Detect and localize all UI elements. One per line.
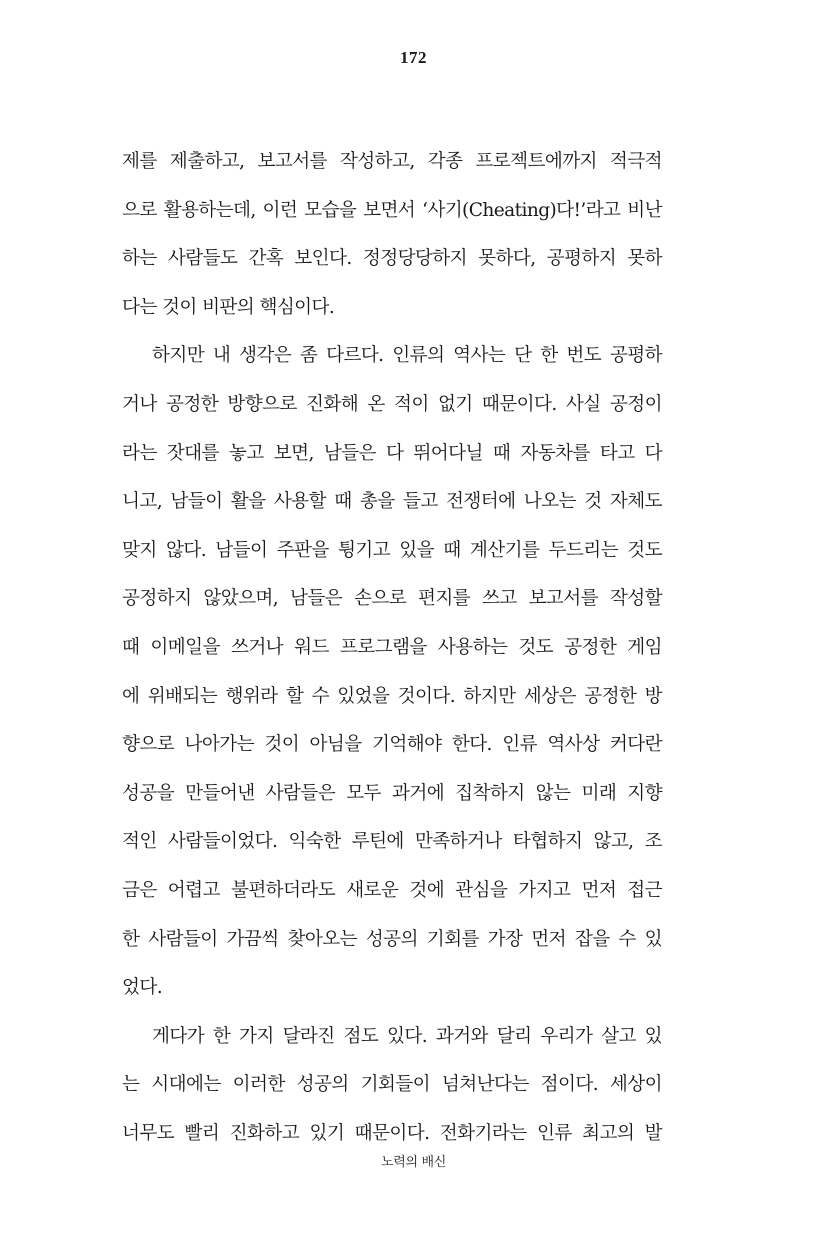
text-line: 한 사람들이 가끔씩 찾아오는 성공의 기회를 가장 먼저 잡을 수 있 [122, 928, 662, 950]
page-number: 172 [400, 48, 427, 67]
text-line: 제를 제출하고, 보고서를 작성하고, 각종 프로젝트에까지 적극적 [122, 151, 662, 172]
text-line: 는 시대에는 이러한 성공의 기회들이 넘쳐난다는 점이다. 세상이 [122, 1074, 662, 1096]
text-line: 으로 활용하는데, 이런 모습을 보면서 ‘사기(Cheating)다!’라고 비난 [122, 199, 662, 221]
text-line: 었다. [122, 977, 163, 999]
text-line: 라는 잣대를 놓고 보면, 남들은 다 뛰어다닐 때 자동차를 타고 다 [122, 442, 662, 464]
text-line: 너무도 빨리 진화하고 있기 때문이다. 전화기라는 인류 최고의 발 [122, 1122, 662, 1144]
text-line: 하는 사람들도 간혹 보인다. 정정당당하지 못하다, 공평하지 못하 [122, 248, 662, 270]
text-line: 적인 사람들이었다. 익숙한 루틴에 만족하거나 타협하지 않고, 조 [122, 831, 662, 853]
text-line: 공정하지 않았으며, 남들은 손으로 편지를 쓰고 보고서를 작성할 [122, 588, 662, 610]
text-line: 게다가 한 가지 달라진 점도 있다. 과거와 달리 우리가 살고 있 [152, 1025, 662, 1047]
text-line: 성공을 만들어낸 사람들은 모두 과거에 집착하지 않는 미래 지향 [122, 782, 662, 804]
text-line: 니고, 남들이 활을 사용할 때 총을 들고 전쟁터에 나오는 것 자체도 [122, 491, 662, 513]
text-line: 향으로 나아가는 것이 아님을 기억해야 한다. 인류 역사상 커다란 [122, 734, 662, 756]
text-line: 다는 것이 비판의 핵심이다. [122, 296, 335, 318]
text-line: 에 위배되는 행위라 할 수 있었을 것이다. 하지만 세상은 공정한 방 [122, 685, 662, 707]
text-line: 맞지 않다. 남들이 주판을 튕기고 있을 때 계산기를 두드리는 것도 [122, 539, 662, 561]
text-line: 때 이메일을 쓰거나 워드 프로그램을 사용하는 것도 공정한 게임 [122, 636, 662, 658]
text-line: 금은 어렵고 불편하더라도 새로운 것에 관심을 가지고 먼저 접근 [122, 879, 662, 901]
body-text [122, 138, 662, 1158]
text-line: 거나 공정한 방향으로 진화해 온 적이 없기 때문이다. 사실 공정이 [122, 393, 662, 415]
text-line: 하지만 내 생각은 좀 다르다. 인류의 역사는 단 한 번도 공평하 [152, 345, 662, 367]
book-title-footer: 노력의 배신 [380, 1155, 447, 1170]
